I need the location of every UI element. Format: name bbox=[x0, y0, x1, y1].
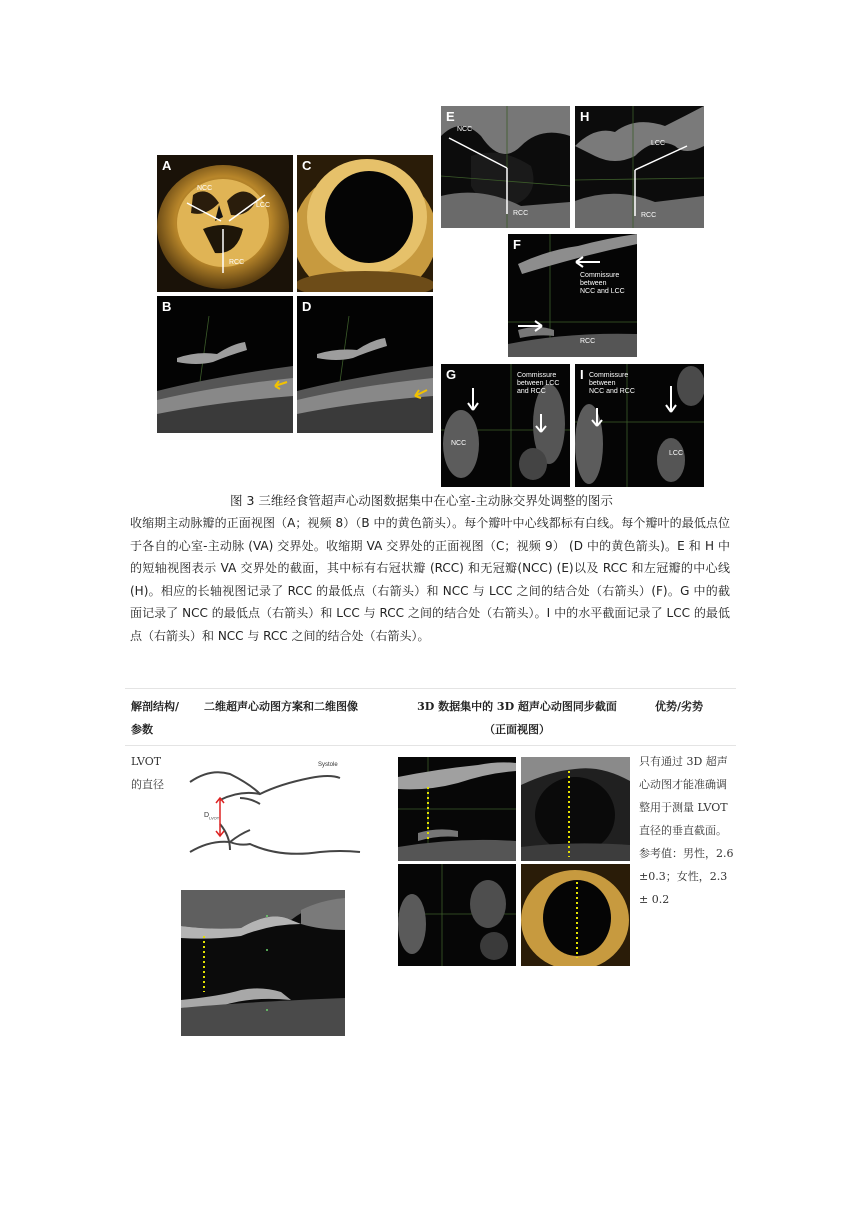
header-pros-cons: 优势/劣势 bbox=[655, 700, 704, 713]
panel-e-label: E bbox=[446, 109, 455, 124]
panel-g-note: Commissure between LCC and RCC bbox=[517, 372, 560, 395]
row-advantage: 只有通过 3D 超声心动图才能准确调整用于测量 LVOT 直径的垂直截面。参考值：男性，2.6 ±0.3；女性，2.3 ± 0.2 bbox=[639, 755, 734, 906]
panel-d-label: D bbox=[302, 299, 312, 314]
panel-c-label: C bbox=[302, 158, 312, 173]
panel-g-label: G bbox=[446, 367, 457, 382]
table-header-rule bbox=[125, 745, 736, 746]
panel-g-ncc-label: NCC bbox=[451, 440, 467, 447]
header-2d-method: 二维超声心动图方案和二维图像 bbox=[204, 700, 358, 713]
schematic-d-label bbox=[204, 812, 219, 820]
panel-i bbox=[575, 364, 704, 487]
lvot-3d-transverse bbox=[398, 864, 516, 966]
panel-f-label: F bbox=[513, 237, 521, 252]
header-anatomy: 解剖结构/参数 bbox=[131, 700, 180, 736]
panel-i-lcc-label: LCC bbox=[669, 450, 684, 457]
lvot-3d-en-face-content bbox=[521, 864, 630, 966]
panel-i-label: I bbox=[580, 367, 584, 382]
panel-e bbox=[441, 106, 570, 228]
figure-caption-title: 图 3 三维经食管超声心动图数据集中在心室-主动脉交界处调整的图示 bbox=[230, 493, 613, 508]
panel-d-image bbox=[297, 296, 433, 433]
panel-a-image bbox=[157, 155, 293, 292]
schematic-systole-label: Systole bbox=[318, 762, 338, 768]
lvot-3d-en-face bbox=[521, 864, 630, 966]
panel-h-label: H bbox=[580, 109, 590, 124]
panel-b-image bbox=[157, 296, 293, 433]
panel-a-label: A bbox=[162, 158, 172, 173]
header-3d-sections: 3D 数据集中的 3D 超声心动图同步截面（正面视图） bbox=[417, 700, 617, 736]
panel-f-note: Commissure between NCC and LCC bbox=[580, 272, 625, 295]
lvot-3d-long-axis bbox=[398, 757, 516, 861]
row-param: LVOT 的直径 bbox=[131, 755, 164, 791]
panel-d bbox=[297, 296, 433, 433]
panel-b bbox=[157, 296, 293, 433]
schematic-d-letter: D bbox=[204, 812, 210, 819]
panel-a bbox=[157, 155, 293, 292]
panel-g bbox=[441, 364, 570, 487]
lvot-3d-short-axis-content bbox=[521, 757, 630, 861]
panel-h bbox=[575, 106, 704, 228]
panel-h-rcc-label: RCC bbox=[641, 212, 657, 219]
panel-a-ncc-label: NCC bbox=[197, 185, 213, 192]
panel-e-rcc-label: RCC bbox=[513, 210, 529, 217]
panel-c bbox=[297, 155, 433, 292]
panel-e-image bbox=[441, 106, 570, 228]
panel-a-rcc-label: RCC bbox=[229, 259, 245, 266]
lvot-3d-transverse-content bbox=[398, 864, 516, 966]
panel-f bbox=[508, 234, 637, 357]
panel-a-lcc-label: LCC bbox=[256, 202, 271, 209]
lvot-2d-image-content bbox=[181, 890, 345, 1036]
panel-i-note: Commissure between NCC and RCC bbox=[589, 372, 635, 395]
schematic-d-subscript: LVOT bbox=[209, 815, 220, 821]
table-top-rule bbox=[125, 688, 736, 689]
panel-c-image bbox=[297, 155, 433, 292]
panel-f-rcc-label: RCC bbox=[580, 338, 596, 345]
panel-e-ncc-label: NCC bbox=[457, 126, 473, 133]
lvot-schematic bbox=[180, 754, 380, 882]
lvot-2d-image bbox=[181, 890, 345, 1036]
panel-h-image bbox=[575, 106, 704, 228]
panel-b-label: B bbox=[162, 299, 172, 314]
lvot-3d-short-axis bbox=[521, 757, 630, 861]
figure-caption-body: 收缩期主动脉瓣的正面视图（A；视频 8）（B 中的黄色箭头）。每个瓣叶中心线都标有白线。每个瓣叶的最低点位于各自的心室-主动脉 (VA) 交界处。收缩期 VA 交界处的正面视图（C；视频 9） (D 中的黄色箭头)。E 和 H 中的短轴视图表示 VA 交界处的截面，其中标有右冠状瓣 (RCC) 和无冠瓣(NCC) (E)以及 RCC 和左冠瓣的中心线(H)。相应的长轴视图记录了 RCC 的最低点（右箭头）和 NCC 与 LCC 之间的结合处（右箭头）(F)。G 中的截面记录了 NCC 的最低点（右箭头）和 LCC 与 RCC 之间的结合处（右箭头）。I 中的水平截面记录了 LCC 的最低点（右箭头）和 NCC 与 RCC 之间的结合处（右箭头）。 bbox=[130, 516, 730, 643]
panel-h-lcc-label: LCC bbox=[651, 140, 666, 147]
lvot-3d-long-axis-content bbox=[398, 757, 516, 861]
